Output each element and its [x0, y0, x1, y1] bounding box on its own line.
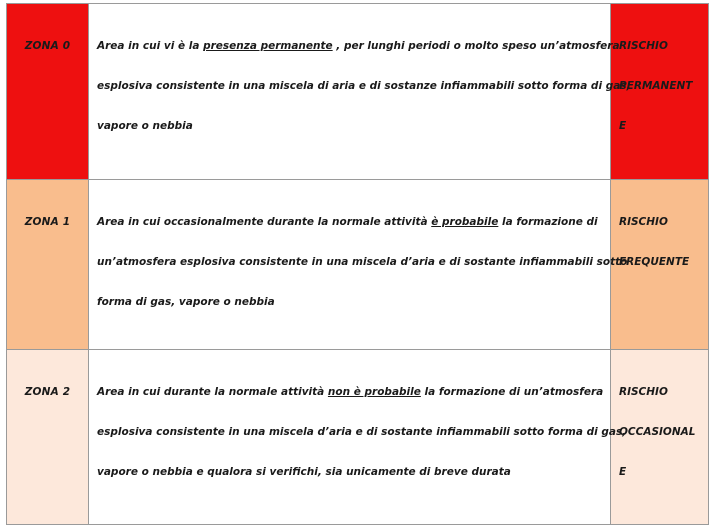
- risk-text: E: [619, 120, 627, 132]
- description-text: Area in cui occasionalmente durante la normale attività: [97, 216, 432, 228]
- description-text: la formazione di: [498, 216, 598, 228]
- description-emphasis: è probabile: [431, 216, 499, 228]
- zone-label: ZONA 1: [24, 216, 71, 228]
- description-line: [97, 26, 620, 66]
- description-text: un’atmosfera esplosiva consistente in una miscela d’aria e di sostante infiammabili sotto: [97, 256, 628, 268]
- description-text: , per lunghi periodi o molto speso un’atmosfera: [332, 40, 620, 52]
- risk-text: FREQUENTE: [619, 256, 690, 268]
- description-text: vapore o nebbia e qualora si verifichi, sia unicamente di breve durata: [97, 466, 511, 478]
- table-row-zona-1: [7, 180, 709, 350]
- description-line: [97, 452, 604, 492]
- description-text: la formazione di un’atmosfera: [420, 386, 604, 398]
- zone-description-cell: [89, 350, 627, 525]
- description-line: [97, 242, 628, 282]
- description-text: forma di gas, vapore o nebbia: [97, 296, 275, 308]
- table-row-zona-2: [7, 350, 709, 525]
- risk-text: RISCHIO: [619, 216, 668, 228]
- description-emphasis: non è probabile: [327, 386, 421, 398]
- zone-label-cell: [7, 180, 89, 350]
- zone-label: ZONA 2: [24, 386, 71, 398]
- risk-text: OCCASIONAL: [619, 426, 696, 438]
- description-line: [97, 282, 604, 322]
- risk-text: E: [619, 466, 627, 478]
- description-text: vapore o nebbia: [97, 120, 193, 132]
- risk-level-cell: [611, 180, 709, 350]
- zone-label-cell: [7, 350, 89, 525]
- description-line: [97, 412, 627, 452]
- table-row-zona-0: [7, 4, 709, 180]
- zone-description-cell: [89, 4, 631, 180]
- zone-classification-table: [6, 3, 709, 525]
- zone-label-cell: [7, 4, 89, 180]
- description-line: [97, 66, 631, 106]
- description-text: Area in cui vi è la: [97, 40, 204, 52]
- risk-level-cell: [611, 4, 709, 180]
- description-emphasis: presenza permanente: [203, 40, 333, 52]
- description-line: [97, 106, 604, 146]
- description-line: [97, 202, 604, 242]
- description-text: Area in cui durante la normale attività: [97, 386, 328, 398]
- risk-text: PERMANENT: [619, 80, 693, 92]
- zone-description-cell: [89, 180, 628, 350]
- risk-text: RISCHIO: [619, 386, 668, 398]
- description-text: esplosiva consistente in una miscela d’aria e di sostante infiammabili sotto forma di gas,: [97, 426, 627, 438]
- risk-text: RISCHIO: [619, 40, 668, 52]
- zone-label: ZONA 0: [24, 40, 71, 52]
- description-line: [97, 372, 604, 412]
- description-text: esplosiva consistente in una miscela di aria e di sostanze infiammabili sotto forma di gas,: [97, 80, 631, 92]
- risk-level-cell: [611, 350, 709, 525]
